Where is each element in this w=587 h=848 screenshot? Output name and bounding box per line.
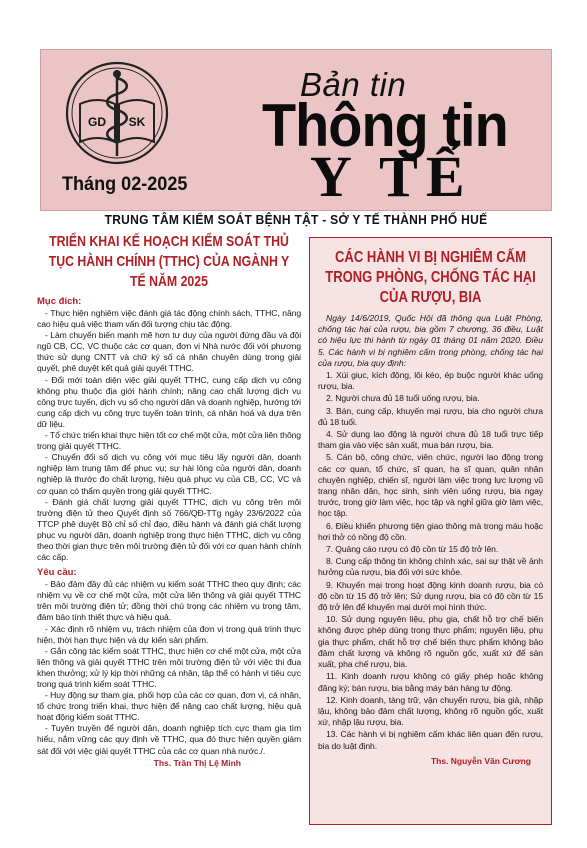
left-article-title: TRIỂN KHAI KẾ HOẠCH KIỂM SOÁT THỦ TỤC HÀNH CHÍNH (TTHC) CỦA NGÀNH Y TẾ NĂM 2025	[48, 233, 290, 290]
right-article-title: CÁC HÀNH VI BỊ NGHIÊM CẤM TRONG PHÒNG, CHỐNG TÁC HẠI CỦA RƯỢU, BIA	[325, 249, 536, 306]
prohibited-act-item: 2. Người chưa đủ 18 tuổi uống rượu, bia.	[326, 393, 480, 404]
masthead-yte: Y TẾ	[310, 144, 473, 209]
purpose-paragraph: - Làm chuyển biến mạnh mẽ hơn tư duy của người đứng đầu và đội ngũ CB, CC, VC thuộc các cơ quan, đơn vị Nhà nước đối với phương thức sử dụng CNTT và chữ ký số cá nhân chuyên dùng trong giải quyết, phê duyệt kết quả giải quyết TTHC.	[37, 330, 301, 374]
purpose-paragraph: - Thực hiện nghiêm việc đánh giá tác động chính sách, TTHC, nâng cao hiệu quả việc tham vấn đối tượng chịu tác động.	[37, 308, 301, 330]
masthead-thongtin: Thông tin	[262, 92, 508, 159]
prohibited-act-item: 7. Quảng cáo rượu có độ cồn từ 15 độ trở lên.	[326, 544, 499, 555]
prohibited-act-item: 10. Sử dụng nguyên liệu, phụ gia, chất hỗ trợ chế biến không được phép dùng trong thực phẩm; nguyên liệu, phụ gia thực phẩm, chất hỗ trợ chế biến thực phẩm không bảo đảm chất lượng và không rõ nguồn gốc, xuất xứ để sản xuất, pha chế rượu, bia.	[318, 614, 543, 670]
prohibited-act-item: 11. Kinh doanh rượu không có giấy phép hoặc không đăng ký; bán rượu, bia bằng máy bán hàng tự động.	[318, 671, 543, 693]
prohibited-act-item: 5. Cán bộ, công chức, viên chức, người lao động trong các cơ quan, tổ chức, sĩ quan, hạ sĩ quan, quân nhân chuyên nghiệp, chiến sĩ, người làm việc trong lực lượng vũ trang nhân dân, học sinh, sinh viên uống rượu, bia ngay trước, trong giờ làm việc, học tập và nghỉ giữa giờ làm việc, học tập.	[318, 452, 543, 519]
publisher-name: TRUNG TÂM KIỂM SOÁT BỆNH TẬT - SỞ Y TẾ THÀNH PHỐ HUẾ	[104, 213, 488, 227]
purpose-paragraph: - Đổi mới toàn diện việc giải quyết TTHC, cung cấp dịch vụ công không phụ thuộc địa giới hành chính; nâng cao chất lượng dịch vụ công trực tuyến, dịch vụ số cho người dân và doanh nghiệp, hướng tới cung cấp dịch vụ công trực tuyến toàn trình, cá nhân hoá và dựa trên dữ liệu.	[37, 374, 301, 429]
prohibited-act-item: 9. Khuyến mại trong hoạt động kinh doanh rượu, bia có độ cồn từ 15 độ trở lên; Sử dụng rượu, bia có độ cồn từ 15 độ trở lên để khuyến mại dưới mọi hình thức.	[318, 579, 543, 613]
requirement-paragraph: - Tuyên truyền để người dân, doanh nghiệp tích cực tham gia tìm hiểu, nắm vững các quy định về TTHC, qua đó thực hiện quyền giám sát đối với việc giải quyết TTHC của các cơ quan nhà nước./.	[37, 723, 301, 756]
prohibited-act-item: 1. Xúi giục, kích động, lôi kéo, ép buộc người khác uống rượu, bia.	[318, 370, 543, 392]
requirement-paragraph: - Xác định rõ nhiệm vụ, trách nhiệm của đơn vị trong quá trình thực hiện, thời hạn thực hiện và dự kiến sản phẩm.	[37, 623, 301, 645]
logo-text-right: SK	[128, 115, 146, 129]
prohibited-act-item: 3. Bán, cung cấp, khuyến mại rượu, bia cho người chưa đủ 18 tuổi.	[318, 405, 543, 427]
requirement-paragraph: - Huy động sự tham gia, phối hợp của các cơ quan, đơn vị, cá nhân, tổ chức trong triển khai, thực hiện để nâng cao chất lượng, hiệu quả hoạt động kiểm soát TTHC.	[37, 690, 301, 723]
requirements-list	[37, 579, 301, 757]
right-article-intro: Ngày 14/6/2019, Quốc Hội đã thông qua Luật Phòng, chống tác hại của rượu, bia gồm 7 chương, 36 điều, Luật có hiệu lực thi hành từ ngày 01 tháng 01 năm 2020. Điều 5. Các hành vi bị nghiêm cấm trong phòng, chống tác hại của rượu, bia quy định:	[318, 313, 543, 368]
left-article-author: Ths. Trần Thị Lệ Minh	[153, 757, 241, 768]
purpose-paragraph: - Chuyển đổi số dịch vụ công với mục tiêu lấy người dân, doanh nghiệp làm trung tâm để phục vụ; sự hài lòng của người dân, doanh nghiệp là thước đo chất lượng, hiệu quả phục vụ của CB, CC, VC và cơ quan có thẩm quyền trong giải quyết TTHC.	[37, 452, 301, 496]
right-article-box	[309, 237, 552, 825]
purpose-heading: Mục đích:	[37, 296, 82, 307]
prohibited-acts-list	[318, 370, 543, 752]
requirements-heading: Yêu cầu:	[37, 567, 77, 579]
issue-date: Tháng 02-2025	[62, 174, 188, 195]
requirement-paragraph: - Gắn công tác kiểm soát TTHC, thực hiện cơ chế một cửa, một cửa liên thông và giải quyết TTHC trên môi trường điện tử với việc thi đua khen thưởng; xử lý kịp thời những cá nhân, tập thể có hành vi tiêu cực trong quá trình kiểm soát TTHC.	[37, 645, 301, 689]
prohibited-act-item: 6. Điều khiển phương tiện giao thông mà trong máu hoặc hơi thở có nồng độ cồn.	[318, 520, 543, 542]
logo-gdsk	[64, 60, 170, 166]
prohibited-act-item: 13. Các hành vi bị nghiêm cấm khác liên quan đến rượu, bia do luật định.	[318, 729, 543, 751]
prohibited-act-item: 8. Cung cấp thông tin không chính xác, sai sự thật về ảnh hưởng của rượu, bia đối với sức khỏe.	[318, 556, 543, 578]
logo-text-left: GD	[88, 115, 106, 129]
purpose-paragraph: - Đánh giá chất lượng giải quyết TTHC, dịch vụ công trên môi trường điện tử theo Quyết định số 766/QĐ-TTg ngày 23/6/2022 của TTCP phê duyệt Bộ chỉ số chỉ đạo, điều hành và đánh giá chất lượng phục vụ người dân, doanh nghiệp trong thực hiện TTHC, dịch vụ công theo thời gian thực trên môi trường điện tử đối với cơ quan hành chính các cấp.	[37, 496, 301, 563]
requirement-paragraph: - Bảo đảm đầy đủ các nhiệm vụ kiểm soát TTHC theo quy định; các nhiệm vụ về cơ chế một cửa, một cửa liên thông và giải quyết TTHC trên môi trường điện tử; đồng thời chú trọng các nhiệm vụ trọng tâm, đảm bảo tính thiết thực và hiệu quả.	[37, 579, 301, 623]
right-article-author: Ths. Nguyễn Văn Cương	[430, 755, 531, 766]
prohibited-act-item: 12. Kinh doanh, tàng trữ, vận chuyển rượu, bia giả, nhập lậu, không bảo đảm chất lượng, không rõ nguồn gốc, xuất xứ, nhập lậu rượu, bia.	[318, 694, 543, 728]
purpose-paragraph: - Tổ chức triển khai thực hiện tốt cơ chế một cửa, một cửa liên thông trong giải quyết TTHC.	[37, 430, 301, 452]
prohibited-act-item: 4. Sử dụng lao động là người chưa đủ 18 tuổi trực tiếp tham gia vào việc sản xuất, mua bán rượu, bia.	[318, 429, 543, 451]
masthead-bantin: Bản tin	[300, 66, 407, 103]
left-article	[37, 232, 301, 768]
purpose-list	[37, 308, 301, 563]
